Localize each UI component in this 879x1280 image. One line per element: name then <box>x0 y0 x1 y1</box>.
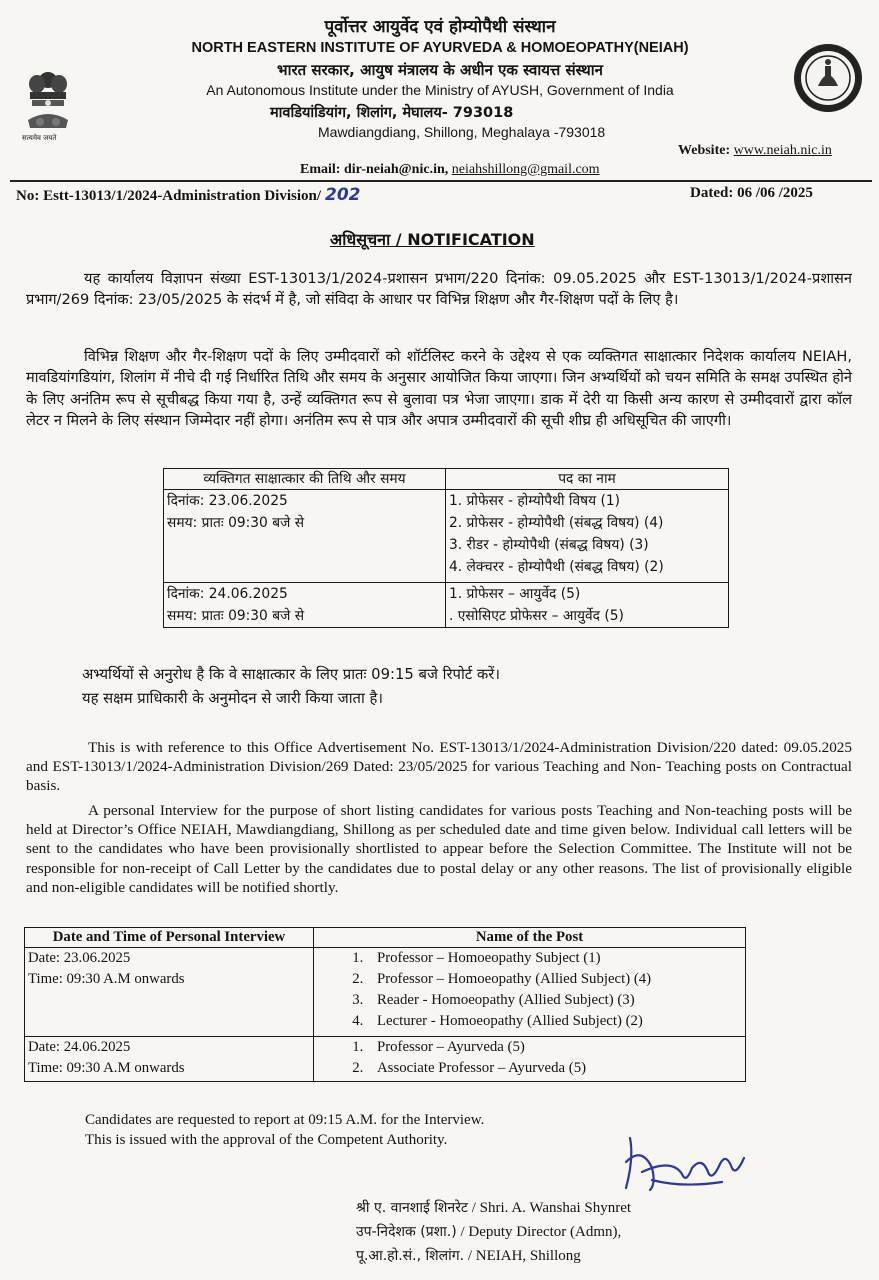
signatory-name-hindi: श्री ए. वानशाई शिनरेट <box>356 1200 468 1216</box>
list-item: 3. Reader - Homoeopathy (Allied Subject) (3) <box>367 990 742 1011</box>
institute-subtitle-hindi: भारत सरकार, आयुष मंत्रालय के अधीन एक स्वायत्त संस्थान <box>277 61 603 79</box>
interview-date: दिनांक: 23.06.2025 <box>167 493 288 509</box>
english-paragraph-2: A personal Interview for the purpose of short listing candidates for various posts Teaching and Non-teaching posts will be held at Director’s Office NEIAH, Mawdiangdiang, Shillong as per scheduled date and time given below. Individual call letters will be sent to the candidates who have been provisionally shortlisted to appear before the Selection Committee. The Institute will not be responsible for non-receipt of Call Letter by the candidates due to postal delay or any other reasons. The list of provisionally eligible and non-eligible candidates will be notified shortly. <box>26 802 852 896</box>
hindi-report-time: अभ्यर्थियों से अनुरोध है कि वे साक्षात्कार के लिए प्रातः 09:15 बजे रिपोर्ट करें। <box>82 666 500 683</box>
interview-time: Time: 09:30 A.M onwards <box>28 971 185 987</box>
signatory-name <box>356 1198 631 1217</box>
list-item: 1. प्रोफेसर - होम्योपैथी विषय (1) <box>449 493 621 509</box>
signatory-name-english: / Shri. A. Wanshai Shynret <box>471 1200 632 1216</box>
designation-english: / Deputy Director (Admn), <box>456 1224 622 1240</box>
institute-subtitle-english: An Autonomous Institute under the Ministry of AYUSH, Government of India <box>206 82 674 98</box>
office-english: / NEIAH, Shillong <box>464 1248 581 1264</box>
interview-date: Date: 24.06.2025 <box>28 1039 131 1055</box>
website-label: Website: <box>678 143 731 158</box>
interview-date: Date: 23.06.2025 <box>28 950 131 966</box>
list-item: 2. Associate Professor – Ayurveda (5) <box>367 1058 742 1079</box>
address-hindi: मावडियांडियांग, शिलांग, मेघालय- 793018 <box>270 105 514 121</box>
hindi-interview-table <box>163 468 729 628</box>
list-item: 1. Professor – Homoeopathy Subject (1) <box>367 948 742 969</box>
designation-hindi: उप-निदेशक (प्रशा.) <box>356 1224 457 1240</box>
table-row <box>164 490 729 583</box>
email-line <box>300 162 600 178</box>
header-divider <box>10 180 872 182</box>
institute-name-hindi: पूर्वोत्तर आयुर्वेद एवं होम्योपैथी संस्थान <box>324 17 556 37</box>
institute-seal-icon <box>792 42 864 114</box>
table-row <box>164 583 729 628</box>
reference-date: Dated: 06 /06 /2025 <box>690 185 813 201</box>
list-item: 4. Lecturer - Homoeopathy (Allied Subject) (2) <box>367 1011 742 1032</box>
hindi-paragraph-2: विभिन्न शिक्षण और गैर-शिक्षण पदों के लिए उम्मीदवारों को शॉर्टलिस्ट करने के उद्देश्य से एक व्यक्तिगत साक्षात्कार निदेशक कार्यालय NEIAH, मावडियांगडियांग, शिलांग में नीचे दी गई निर्धारित तिथि और समय के अनुसार आयोजित किया जाएगा। जिन अभ्यर्थियों को चयन समिति के समक्ष उपस्थित होने के लिए अनंतिम रूप से सूचीबद्ध किया गया है, उन्हें व्यक्तिगत रूप से बुलावा पत्र भेजा जाएगा। डाक में देरी या किसी अन्य कारण से उम्मीदवारों द्वारा कॉल लेटर न मिलने के लिए संस्थान जिम्मेदार नहीं होगा। अनंतिम रूप से पात्र और अपात्र उम्मीदवारों की सूची शीघ्र ही अधिसूचित की जाएगी। <box>26 348 852 429</box>
emblem-motto: सत्यमेव जयते <box>22 134 57 142</box>
english-paragraph-1: This is with reference to this Office Advertisement No. EST-13013/1/2024-Administration Division/220 dated: 09.05.2025 and EST-13013/1/2024-Administration Division/269 Dated: 23/05/2025 for various Teaching and Non- Teaching posts on Contractual basis. <box>26 739 852 795</box>
interview-time: समय: प्रातः 09:30 बजे से <box>167 515 305 531</box>
address-english: Mawdiangdiang, Shillong, Meghalaya -793018 <box>318 124 606 140</box>
list-item: 4. लेक्चरर - होम्योपैथी (संबद्ध विषय) (2) <box>449 559 664 575</box>
hindi-paragraph-1: यह कार्यालय विज्ञापन संख्या EST-13013/1/2024-प्रशासन प्रभाग/220 दिनांक: 09.05.2025 और EST-13013/1/2024-प्रशासन प्रभाग/269 दिनांक: 23/05/2025 के संदर्भ में है, जो संविदा के आधार पर विभिन्न शिक्षण और गैर-शिक्षण पदों के लिए है। <box>26 270 852 309</box>
interview-time: समय: प्रातः 09:30 बजे से <box>167 608 305 624</box>
notification-title: अधिसूचना / NOTIFICATION <box>330 230 535 249</box>
handwritten-number: 202 <box>325 185 361 205</box>
english-table-header-date: Date and Time of Personal Interview <box>25 928 314 948</box>
table-row <box>25 948 746 1037</box>
signatory-office <box>356 1246 581 1265</box>
english-interview-table <box>24 927 746 1082</box>
interview-date: दिनांक: 24.06.2025 <box>167 586 288 602</box>
reference-number-text: No: Estt-13013/1/2024-Administration Division/ <box>16 188 322 204</box>
list-item: 1. प्रोफेसर – आयुर्वेद (5) <box>449 586 581 602</box>
hindi-approval: यह सक्षम प्राधिकारी के अनुमोदन से जारी किया जाता है। <box>82 690 383 707</box>
interview-time: Time: 09:30 A.M onwards <box>28 1060 185 1076</box>
office-hindi: पू.आ.हो.सं., शिलांग. <box>356 1248 465 1264</box>
english-approval: This is issued with the approval of the Competent Authority. <box>85 1132 448 1148</box>
signature-icon <box>612 1128 762 1200</box>
website-link[interactable]: www.neiah.nic.in <box>733 143 832 158</box>
website-line <box>678 143 832 159</box>
signatory-designation <box>356 1222 621 1241</box>
list-item: . एसोसिएट प्रोफेसर – आयुर्वेद (5) <box>449 608 624 624</box>
list-item: 2. Professor – Homoeopathy (Allied Subject) (4) <box>367 969 742 990</box>
hindi-table-header-date: व्यक्तिगत साक्षात्कार की तिथि और समय <box>164 469 446 490</box>
email-label: Email: <box>300 162 341 177</box>
english-report-time: Candidates are requested to report at 09:15 A.M. for the Interview. <box>85 1112 485 1128</box>
table-row <box>25 1037 746 1082</box>
list-item: 3. रीडर - होम्योपैथी (संबद्ध विषय) (3) <box>449 537 649 553</box>
email-link-secondary[interactable]: neiahshillong@gmail.com <box>451 162 600 177</box>
institute-name-english: NORTH EASTERN INSTITUTE OF AYURVEDA & HOMOEOPATHY(NEIAH) <box>191 40 689 56</box>
hindi-table-header-post: पद का नाम <box>446 469 729 490</box>
reference-number <box>16 185 361 205</box>
email-link-primary[interactable]: dir-neiah@nic.in, <box>343 162 449 177</box>
english-table-header-post: Name of the Post <box>314 928 746 948</box>
list-item: 2. प्रोफेसर - होम्योपैथी (संबद्ध विषय) (4) <box>449 515 664 531</box>
list-item: 1. Professor – Ayurveda (5) <box>367 1037 742 1058</box>
